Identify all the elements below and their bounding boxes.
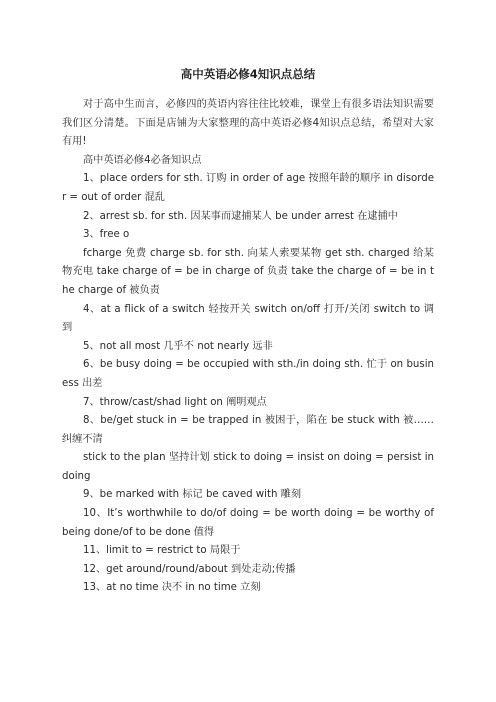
list-item: 2、arrest sb. for sth. 因某事而逮捕某人 be under arrest 在逮捕中 [83,210,398,222]
list-item: fcharge 免费 charge sb. for sth. 向某人索要某物 get sth. charged 给某物充电 take charge of = be in charge of 负责 take the charge of = be in the charge of 被负责 [62,247,434,296]
list-item: 4、at a flick of a switch 轻按开关 switch on/off 打开/关闭 switch to 调到 [62,303,434,334]
list-item: 10、It’s worthwhile to do/of doing = be worth doing = be worthy of being done/of to be done 值得 [62,508,434,538]
list-item: 8、be/get stuck in = be trapped in 被困于，陷在 be stuck with 被……纠缠不清 [62,415,434,445]
document-page [62,66,434,598]
list-item: 13、at no time 决不 in no time 立刻 [83,582,261,594]
list-item: 9、be marked with 标记 be caved with 雕刻 [83,489,302,501]
list-item: stick to the plan 坚持计划 stick to doing = insist on doing = persist in doing [62,452,434,482]
section-heading: 高中英语必修4必备知识点 [83,154,202,166]
document-title: 高中英语必修4知识点总结 [180,67,316,81]
list-item: 3、free o [83,229,130,241]
list-item: 11、limit to = restrict to 局限于 [83,545,241,557]
list-item: 12、get around/round/about 到处走动;传播 [83,563,296,575]
list-item: 1、place orders for sth. 订购 in order of age 按照年龄的顺序 in disorder = out of order 混乱 [62,173,434,203]
list-item: 5、not all most 几乎不 not nearly 远非 [83,340,273,352]
list-item: 6、be busy doing = be occupied with sth./in doing sth. 忙于 on business 出差 [62,359,434,389]
list-item: 7、throw/cast/shad light on 阐明观点 [83,396,267,408]
intro-paragraph: 对于高中生而言，必修四的英语内容往往比较难，课堂上有很多语法知识需要我们区分清楚。下面是店铺为大家整理的高中英语必修4知识点总结，希望对大家有用! [62,99,434,148]
